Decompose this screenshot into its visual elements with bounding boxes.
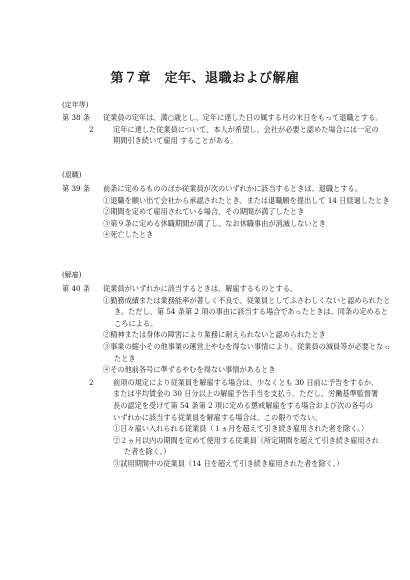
article-40-lead: 従業員がいずれかに該当するときは、解雇するものとする。 [103,284,298,293]
section-heading-teinen: (定年等) [62,101,89,109]
article-39-item-4: ④死亡したとき [103,230,154,240]
section-heading-taishoku: (退職) [62,171,82,179]
article-40-item-1: ①勤務成績または業務能率が著しく不良で、従業員としてふさわしくないと認められたとき。ただし、第 54 条第 2 項の事由に該当する場合であったときは、同条の定めるところによる。 [103,295,391,328]
article-39-label: 第 39 条 [62,184,91,193]
clause-number: 2 [89,124,94,134]
article-38-label: 第 38 条 [62,113,91,122]
article-38-body [89,112,393,147]
chapter-title: 第７章 定年、退職および解雇 [110,71,300,86]
article-40-clause-2-item-2: ②２ヵ月以内の期間を定めて使用する従業員（所定期間を超えて引き続き雇用された者を除く。） [113,435,379,457]
article-38-clause-2 [89,124,379,147]
article-40-clause-2 [89,377,379,470]
article-38-clause-2-text: 定年に達した従業員について、本人が希望し、会社が必要と認めた場合には一定の期間引き続いて雇用 することがある。 [113,124,379,146]
article-39-lead: 前条に定めるもののほか従業員が次のいずれかに該当するときは、退職とする。 [103,184,362,193]
article-39-item-3: ③第９条に定める休職期間が満了し、なお休職事由が消滅しないとき [103,218,326,228]
article-40-item-4: ④その他前各号に準ずるやむを得ない事情があるとき [103,365,276,375]
article-39-body [103,183,393,241]
article-39-item-2: ②期間を定めて雇用されている場合、その期間が満了したとき [103,207,305,217]
article-40-item-3: ③事業の縮小その他事業の運営上やむを得ない事情により、従業員の減員等が必要となったとき [103,341,391,363]
article-40-clause-2-item-1: ①日々雇い入れられる従業員（１ヵ月を超えて引き続き雇用された者を除く。） [113,424,369,434]
article-40-clause-2-item-3: ③試用期間中の従業員（14 日を超えて引き続き雇用された者を除く。） [113,458,344,468]
article-40-body [89,283,393,470]
article-39-item-1: ①退職を願い出て会社から承認されたとき、または退職願を提出して 14 日経過したとき [103,195,390,205]
article-40-clause-2-text: 前項の規定により従業員を解雇する場合は、少なくとも 30 日前に予告をするか、または平均賃金の 30 日分以上の解雇予告手当を支払う。ただし、労働基準監督署長の認定を受けて第 54 条第 2 項に定める懲戒解雇をする場合および次の各号のいずれかに該当する従業員を解雇する場合は、この限りでない。 [113,377,379,422]
article-40-label: 第 40 条 [62,284,91,293]
clause-number: 2 [89,377,94,387]
section-heading-kaiko: (解雇) [62,271,82,279]
article-38-clause-1: 従業員の定年は、満○歳とし、定年に達した日の属する月の末日をもって退職とする。 [103,113,383,122]
article-40-item-2: ②精神または身体の障害により業務に耐えられないと認められたとき [103,330,326,340]
